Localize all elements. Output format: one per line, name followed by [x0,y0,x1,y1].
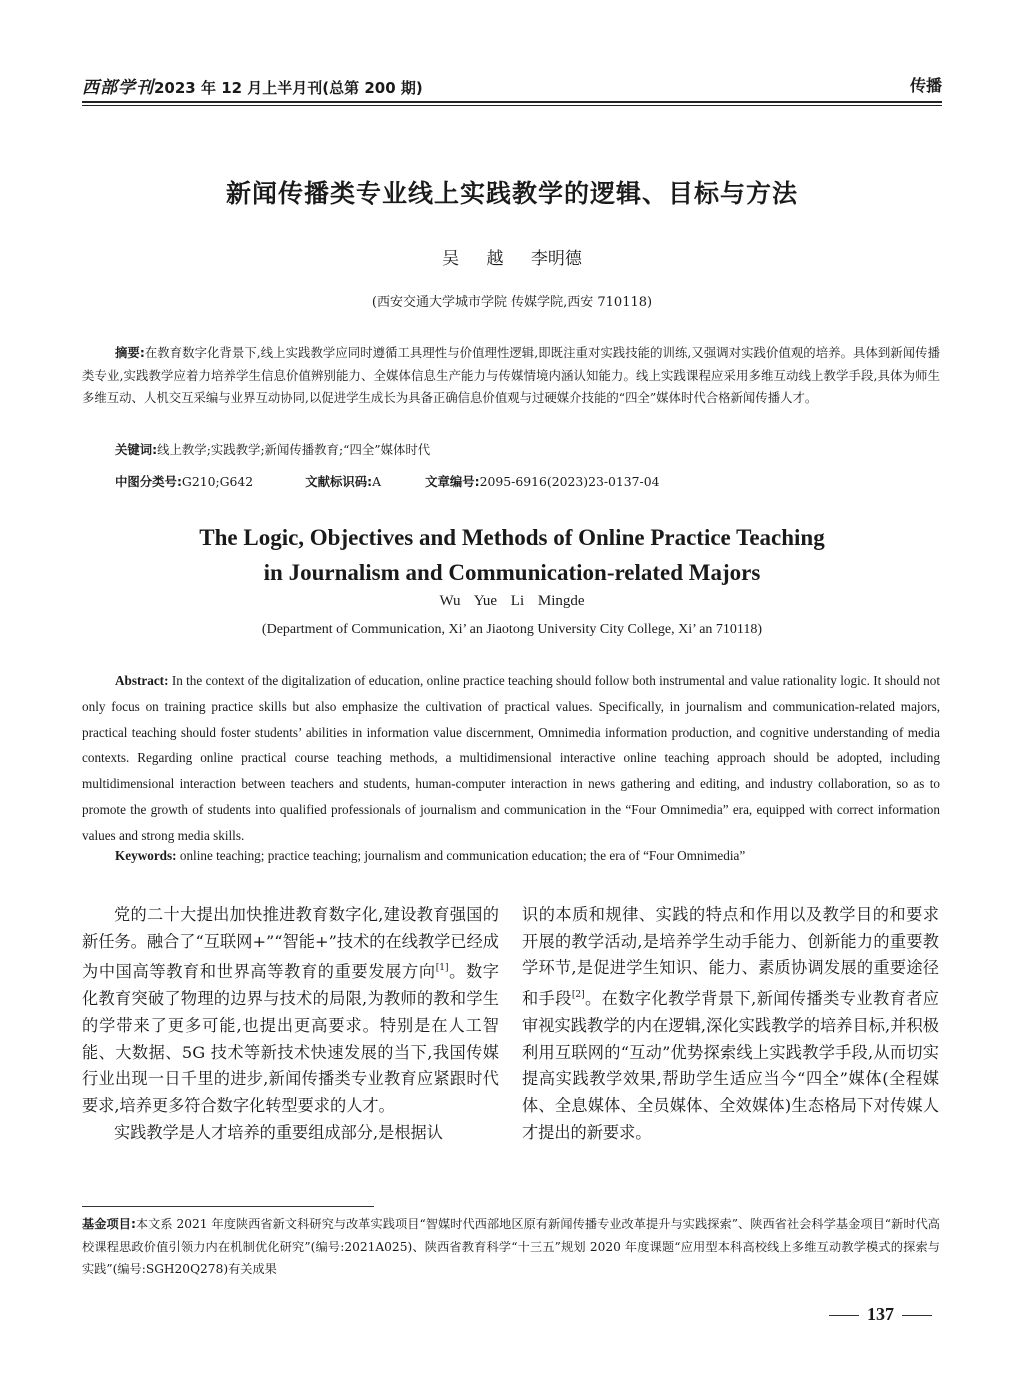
body-paragraph: 实践教学是人才培养的重要组成部分,是根据认 [114,1122,443,1142]
article-no-label: 文章编号: [425,474,480,489]
authors-cn: 吴 越 李明德 [442,249,582,269]
header-rule-thin [82,105,942,106]
body-paragraph [522,902,939,1146]
abstract-label-cn: 摘要: [115,345,145,360]
clc-label: 中图分类号: [115,474,182,489]
citation-ref: [2] [571,990,585,1001]
doc-code-value: A [372,474,382,489]
body-text: 党的二十大提出加快推进教育数字化,建设教育强国的新任务。融合了“互联网+”“智能+”技术的在线教学已经成为中国高等教育和世界高等教育的重要发展方向 [82,905,499,982]
keywords-cn [115,440,430,458]
abstract-label-en: Abstract: [115,673,169,688]
footnote-label: 基金项目: [82,1217,136,1231]
issue-info: 2023 年 12 月上半月刊(总第 200 期) [154,79,423,97]
page-number-block [821,1304,940,1325]
clc-value: G210;G642 [181,474,254,489]
body-text: 。在数字化教学背景下,新闻传播类专业教育者应审视实践教学的内在逻辑,深化实践教学的培养目标,并积极利用互联网的“互动”优势探索线上实践教学手段,从而切实提高实践教学效果,帮助学生适应当今“四全”媒体(全程媒体、全息媒体、全员媒体、全效媒体)生态格局下对传媒人才提出的新要求。 [522,989,939,1142]
title-en-line-1: The Logic, Objectives and Methods of Online Practice Teaching [199,525,825,550]
abstract-cn [82,342,940,410]
body-column-right [522,902,939,1146]
affiliation-en: (Department of Communication, Xi’ an Jiaotong University City College, Xi’ an 710118) [261,622,763,637]
body-text: 。数字化教育突破了物理的边界与技术的局限,为教师的教和学生的学带来了更多可能,也提出更高要求。特别是在人工智能、大数据、5G 技术等新技术快速发展的当下,我国传媒行业出现一日千里的进步,新闻传播类专业教育应紧跟时代要求,培养更多符合数字化转型要求的人才。 [82,962,499,1115]
keywords-label-en: Keywords: [115,848,177,863]
affiliation-cn: (西安交通大学城市学院 传媒学院,西安 710118) [371,295,653,310]
keywords-text-en: online teaching; practice teaching; journalism and communication education; the era of “Four Omnimedia” [179,848,746,863]
doc-code-label: 文献标识码: [305,474,373,489]
abstract-text-en: In the context of the digitalization of education, online practice teaching should follow both instrumental and value rationality logic. It should not only focus on training practice skills but also emphasize the cultivation of practical values. Specifically, in journalism and communication-related majors, practical teaching should foster students’ abilities in information value discernment, Omnimedia information production, and cognitive understanding of media contexts. Regarding online practical course teaching methods, a multidimensional interactive online teaching approach should be adopted, including multidimensional interaction between teachers and students, human-computer interaction in news gathering and editing, and industry collaboration, so as to promote the growth of students into qualified professionals of journalism and communication in the “Four Omnimedia” era, equipped with correct information values and strong media skills. [82,673,940,843]
article-title-cn: 新闻传播类专业线上实践教学的逻辑、目标与方法 [225,179,798,208]
section-name: 传播 [909,76,942,95]
title-en-line-2: in Journalism and Communication-related Majors [263,560,761,585]
header-rule [82,101,942,103]
abstract-en [82,668,940,849]
abstract-text-cn: 在教育数字化背景下,线上实践教学应同时遵循工具理性与价值理性逻辑,即既注重对实践技能的训练,又强调对实践价值观的培养。具体到新闻传播类专业,实践教学应着力培养学生信息价值辨别能力、全媒体信息生产能力与传媒情境内涵认知能力。线上实践课程应采用多维互动线上教学手段,具体为师生多维互动、人机交互采编与业界互动协同,以促进学生成长为具备正确信息价值观与过硬媒介技能的“四全”媒体时代合格新闻传播人才。 [82,345,940,405]
journal-issue-line [82,73,423,98]
classification-line [115,472,660,490]
body-paragraph [82,902,499,1120]
citation-ref: [1] [435,963,449,974]
footnote-rule [82,1206,374,1207]
journal-logo: 西部学刊 [82,78,154,98]
body-column-left [82,902,499,1146]
page-number: 137 [867,1304,894,1324]
footnote-text: 本文系 2021 年度陕西省新文科研究与改革实践项目“智媒时代西部地区原有新闻传播专业改革提升与实践探索”、陕西省社会科学基金项目“新时代高校课程思政价值引领力内在机制优化研究”(编号:2021A025)、陕西省教育科学“十三五”规划 2020 年度课题“应用型本科高校线上多维互动教学模式的探索与实践”(编号:SGH20Q278)有关成果 [82,1217,940,1276]
running-header [82,70,942,100]
authors-en: Wu Yue Li Mingde [439,593,585,609]
body-text: 识的本质和规律、实践的特点和作用以及教学目的和要求开展的教学活动,是培养学生动手能力、创新能力的重要教学环节,是促进学生知识、能力、素质协调发展的重要途径和手段 [522,905,939,1009]
keywords-label-cn: 关键词: [115,442,158,457]
article-no-value: 2095-6916(2023)23-0137-04 [479,474,660,489]
keywords-text-cn: 线上教学;实践教学;新闻传播教育;“四全”媒体时代 [157,442,431,457]
funding-footnote [82,1213,940,1281]
article-title-en [0,520,1024,590]
keywords-en [115,848,745,864]
